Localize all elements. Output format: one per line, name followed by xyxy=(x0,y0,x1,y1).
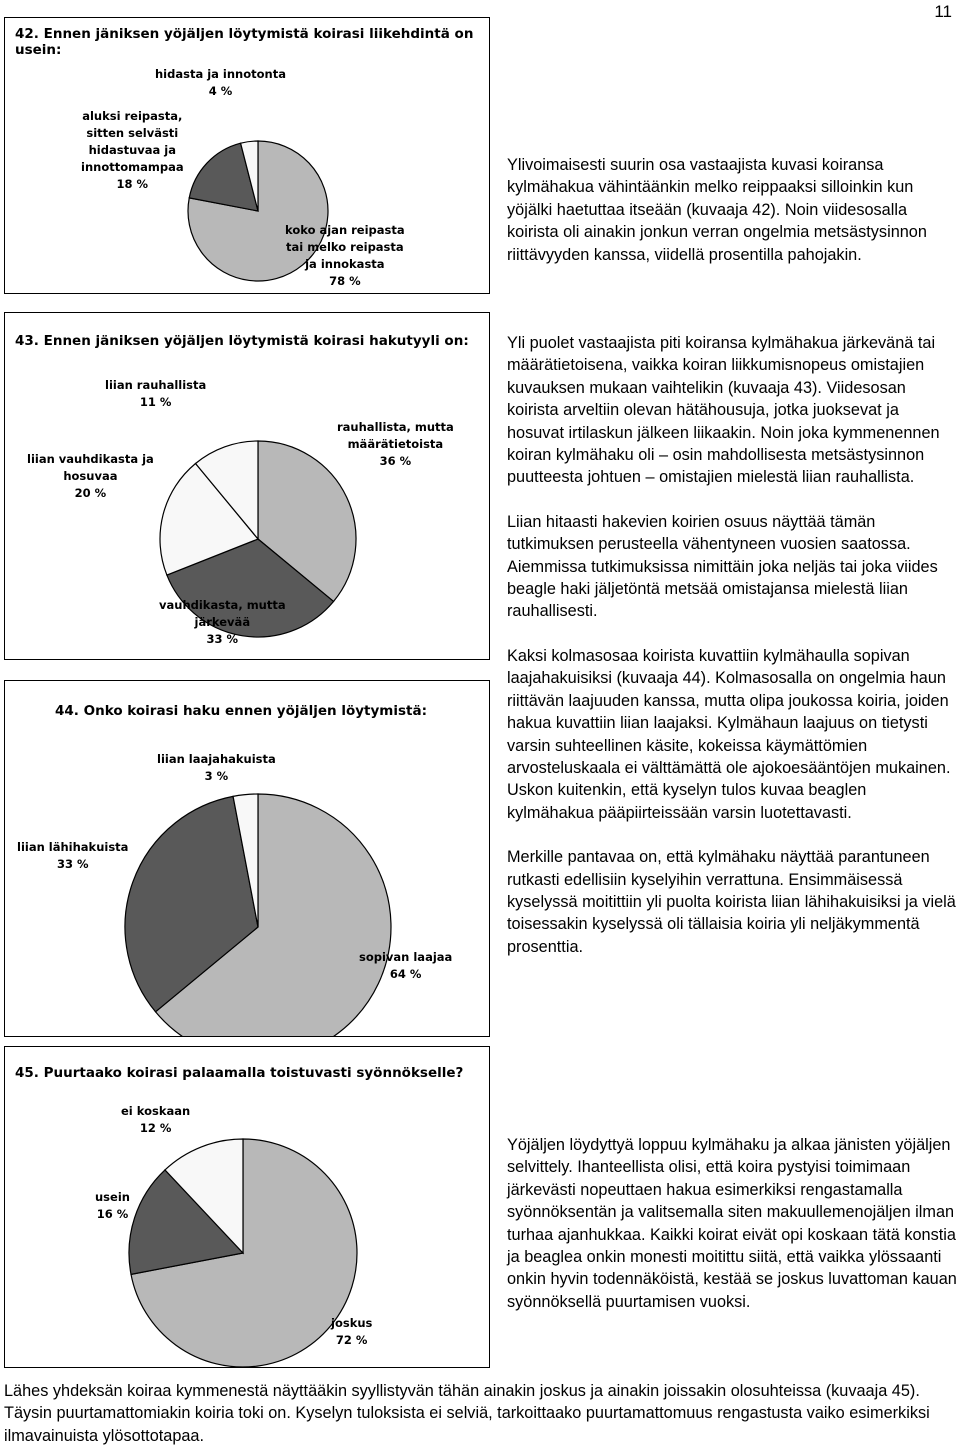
text-block xyxy=(4,1380,954,1447)
paragraph: Yöjäljen löydyttyä loppuu kylmähaku ja alkaa jänisten yöjäljen selvittely. Ihanteellista olisi, että koira pystyisi toimimaan järkevästi nopeuttaen hakua esimerkiksi rengastamalla syönnöksentän ja valitsemalla siten makuullemenojäljen ilman turhaa ajanhukkaa. Kaikki koirat eivät opi koskaan tätä konstia ja beaglea onkin monesti moitittu siitä, että vaikka ylössaanti onkin hyvin todennäköistä, kestää se joskus luvattoman kauan syönnöksellä puurtamisen vuoksi. xyxy=(507,1136,957,1311)
text-block xyxy=(507,332,957,980)
paragraph: Kaksi kolmasosaa koirista kuvattiin kylmähaulla sopivan laajahakuisiksi (kuvaaja 44). Kolmasosalla on ongelmia haun riittävän laajuuden kanssa, mutta olipa joukossa koiria, joiden hakua kuvattiin liian laajaksi. Kylmähaun laajuus on tietysti varsin suhteellinen käsite, kokeissa käymättömien arvosteluskaala ei välttämättä ole ajokoesääntöjen mukainen. Uskon kuitenkin, että kyselyn tulos kuvaa beaglen kylmähakua pääpiirteissään varsin luotettavasti. xyxy=(507,646,951,822)
pie-label: usein 16 % xyxy=(95,1190,130,1221)
paragraph: Yli puolet vastaajista piti koiransa kylmähakua järkevänä tai määrätietoisena, vaikka koiran liikkumisnopeus omistajien kuvauksen mukaan vaihtelikin (kuvaaja 43). Viidesosan koirista arveltiin olevan hätähousuja, jotka juoksevat ja hosuvat irtilaskun jälkeen liikaakin. Noin joka kymmenennen koiran kylmähaku oli – osin mahdollisesta metsästysinnon puutteesta johtuen – omistajien mielestä liian rauhallista. xyxy=(507,334,940,487)
pie-45-svg xyxy=(5,1047,490,1368)
chart-title: 45. Puurtaako koirasi palaamalla toistuvasti syönnökselle? xyxy=(15,1065,464,1081)
chart-title: 44. Onko koirasi haku ennen yöjäljen löytymistä: xyxy=(55,703,427,719)
pie-label: liian lähihakuista 33 % xyxy=(17,840,129,871)
pie-label: ei koskaan 12 % xyxy=(121,1104,191,1135)
page-number: 11 xyxy=(934,2,952,21)
pie-label: sopivan laajaa 64 % xyxy=(359,950,453,981)
paragraph: Liian hitaasti hakevien koirien osuus näyttää tämän tutkimuksen perusteella vähentyneen vuosien saatossa. Aiemmissa tutkimuksissa nimittäin joka neljäs tai joka viides beagle haki jäljetöntä metsää omistajansa mielestä liian rauhallisesti. xyxy=(507,512,938,621)
pie-label: joskus 72 % xyxy=(331,1316,373,1347)
chart-43 xyxy=(4,312,490,660)
pie-42-svg xyxy=(5,18,490,294)
pie-label: hidasta ja innotonta 4 % xyxy=(155,67,286,98)
pie-label: vauhdikasta, mutta järkevää 33 % xyxy=(159,598,286,646)
pie-label: liian laajahakuista 3 % xyxy=(157,752,276,783)
pie-label: koko ajan reipasta tai melko reipasta ja innokasta 78 % xyxy=(285,223,405,288)
chart-title: 42. Ennen jäniksen yöjäljen löytymistä koirasi liikehdintä on usein: xyxy=(15,26,474,58)
pie-label: liian vauhdikasta ja hosuvaa 20 % xyxy=(27,452,154,500)
chart-45 xyxy=(4,1046,490,1368)
text-block xyxy=(507,1134,959,1335)
paragraph: Merkille pantavaa on, että kylmähaku näyttää parantuneen rutkasti edellisiin kyselyihin verrattuna. Ensimmäisessä kyselyssä moitittiin yli puolta koirista liian lähihakuisiksi ja vielä toisessakin kyselyssä oli tällaisia koiria yli neljäkymmentä prosenttia. xyxy=(507,848,956,956)
pie-label: liian rauhallista 11 % xyxy=(105,378,207,409)
pie-label: aluksi reipasta, sitten selvästi hidastuvaa ja innottomampaa 18 % xyxy=(81,109,184,191)
chart-title: 43. Ennen jäniksen yöjäljen löytymistä koirasi hakutyyli on: xyxy=(15,333,469,349)
chart-44 xyxy=(4,680,490,1037)
pie-label: rauhallista, mutta määrätietoista 36 % xyxy=(337,420,454,468)
paragraph: Lähes yhdeksän koiraa kymmenestä näyttääkin syyllistyvän tähän ainakin joskus ja ainakin joissakin olosuhteissa (kuvaaja 45). Täysin puurtamattomiakin koiria toki on. Kyselyn tuloksista ei selviä, tarkoittaako puurtamattomuus rengastusta vaiko esimerkiksi ilmavainuista ylösottotapaa. xyxy=(4,1382,930,1445)
paragraph: Ylivoimaisesti suurin osa vastaajista kuvasi koiransa kylmähakua vähintäänkin melko reippaaksi silloinkin kun yöjälki haetuttaa itseään (kuvaaja 42). Noin viidesosalla koirista oli ainakin jonkun verran ongelmia metsästysinnon riittävyyden kanssa, viidellä prosentilla pahojakin. xyxy=(507,156,927,264)
text-block xyxy=(507,154,957,288)
chart-42 xyxy=(4,17,490,294)
